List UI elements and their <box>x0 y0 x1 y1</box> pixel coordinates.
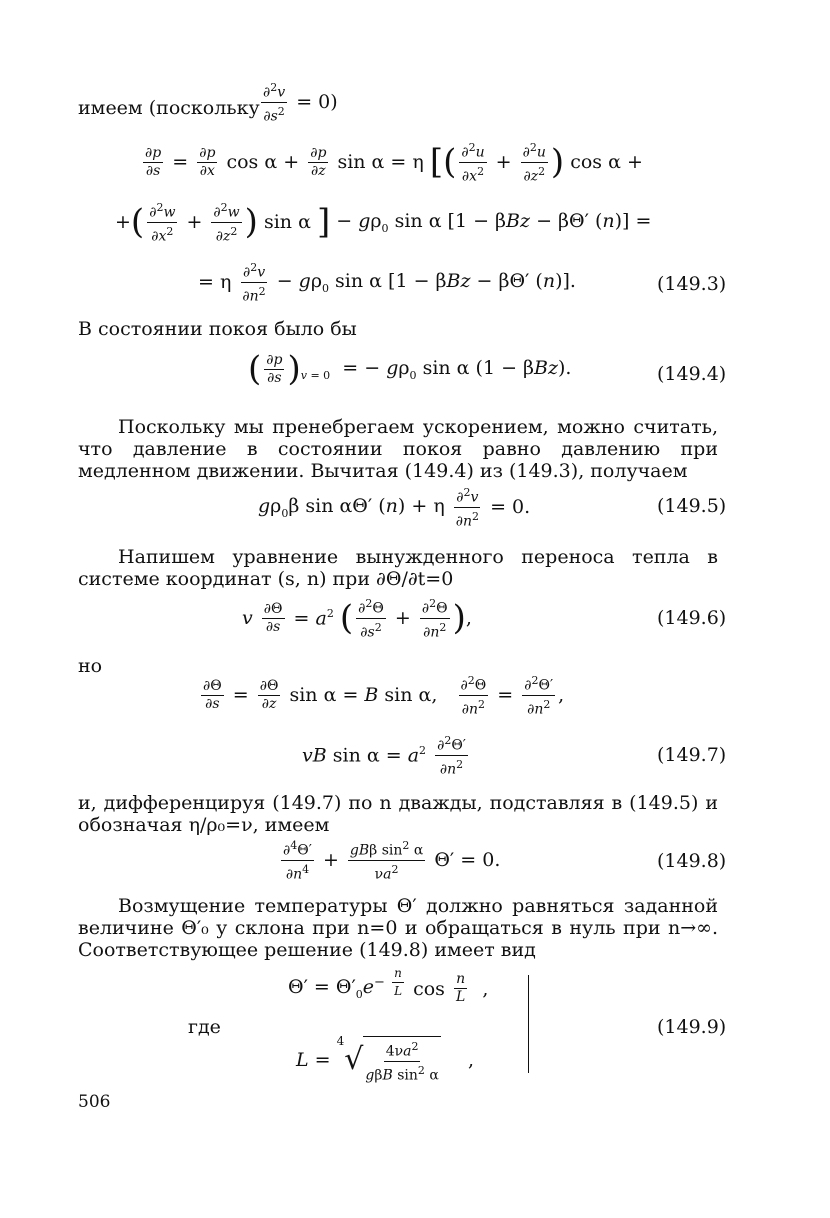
equation-149-3-line3: = η $\frac{\partial^2v}{\partial n^2}$ − $g\rho_0$ sin α [1 − βBz − βΘ′ (n)]. <box>198 261 576 305</box>
equation-149-3-line2: + ( $\frac{\partial^2w}{\partial x^2}$ + $\frac{\partial^2w}{\partial z^2}$ ) sin α ] − $g\rho_0$ sin α [1 − βBz − βΘ′ (n)] = <box>115 201 652 245</box>
intro-text-label: имеем (поскольку <box>78 97 260 119</box>
word-gde: где <box>188 1016 221 1038</box>
paragraph-3: и, дифференцируя (149.7) по n дважды, подставляя в (149.5) и обозначая η/ρ₀=ν, имеем <box>78 792 718 836</box>
paragraph-1: Поскольку мы пренебрегаем ускорением, можно считать, что давление в состоянии покоя равно давлению при медленном движении. Вычитая (149.4) из (149.3), получаем <box>78 416 718 482</box>
rest-state-text: В состоянии покоя было бы <box>78 318 357 340</box>
right-brace <box>516 975 529 1073</box>
paragraph-2: Напишем уравнение вынужденного переноса тепла в системе координат (s, n) при ∂Θ/∂t=0 <box>78 546 718 590</box>
equation-number-149-4: (149.4) <box>657 363 727 385</box>
equation-number-149-7: (149.7) <box>657 744 727 766</box>
page-number: 506 <box>78 1092 111 1112</box>
paragraph-4: Возмущение температуры Θ′ должно равняться заданной величине Θ′₀ у склона при n=0 и обращаться в нуль при n→∞. Соответствующее решение (149.8) имеет вид <box>78 895 718 961</box>
equation-149-9-l: L = 4 √ $\frac{4\nu a^2}{g\beta B \sin^2 \alpha}$ , <box>296 1034 474 1084</box>
equation-149-5: $g\rho_0\beta$ sin αΘ′ (n) + η $\frac{\partial^2v}{\partial n^2}$ = 0. <box>258 486 531 530</box>
equation-number-149-8: (149.8) <box>657 850 727 872</box>
intro-text <box>78 97 260 119</box>
equation-149-4: ( $\frac{\partial p}{\partial s}$ ) v = 0 = − $g\rho_0$ sin α (1 − βBz). <box>248 349 572 389</box>
equation-number-149-9: (149.9) <box>657 1016 727 1038</box>
equation-149-6: v $\frac{\partial\Theta}{\partial s}$ = $a^2$ ( $\frac{\partial^2\Theta}{\partial s^2}$ + $\frac{\partial^2\Theta}{\partial n^2}$ ) , <box>242 597 472 641</box>
word-no: но <box>78 655 103 677</box>
equation-149-8: $\frac{\partial^4\Theta'}{\partial n^4}$ + $\frac{gB\beta \sin^2 \alpha}{\nu a^2}$ Θ′ = 0. <box>283 839 501 883</box>
equation-149-3-line1: $\frac{\partial p}{\partial s}$ = $\frac{\partial p}{\partial x}$ cos α + $\frac{\partial p}{\partial z}$ sin α = η [ ( $\frac{\partial^2u}{\partial x^2}$ + $\frac{\partial^2u}{\partial z^2}$ ) cos α + <box>145 141 643 185</box>
intro-condition: $\frac{\partial^2v}{\partial s^2}$ = 0) <box>263 81 338 125</box>
equation-149-9-theta: $\Theta' = \Theta'_0e$ − $\frac{n}{L}$ cos $\frac{n}{L}$ , <box>288 966 489 1005</box>
equation-derivative-relations: $\frac{\partial\Theta}{\partial s}$ = $\frac{\partial\Theta}{\partial z}$ sin α = B sin α, $\frac{\partial^2\Theta}{\partial n^2}$ = $\frac{\partial^2\Theta'}{\partial n^2}$ , <box>203 674 565 718</box>
equation-number-149-6: (149.6) <box>657 607 727 629</box>
equation-number-149-3: (149.3) <box>657 273 727 295</box>
equation-number-149-5: (149.5) <box>657 495 727 517</box>
equation-149-7: vB $\sin \alpha = a^2$ $\frac{\partial^2\Theta'}{\partial n^2}$ <box>302 734 466 778</box>
